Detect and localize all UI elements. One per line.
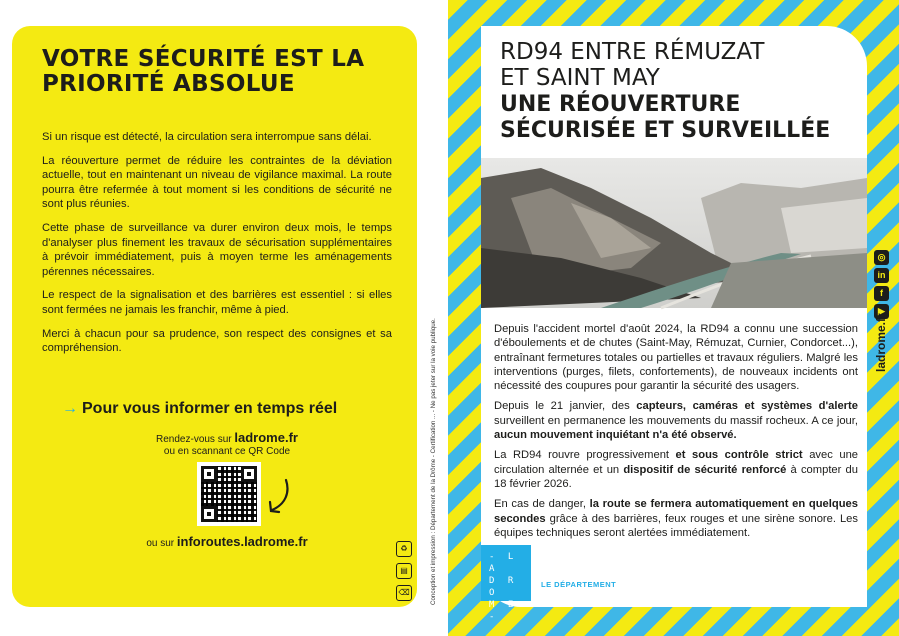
paragraph-surveillance: Cette phase de surveillance va durer environ deux mois, le temps d'analyser plus finement les travaux de sécurisation supplémentaires à prévoir immédiatement, puis à moyen terme les aménagements pérennes nécessaires. (42, 221, 392, 278)
qr-finder (201, 506, 217, 522)
social-icons (874, 250, 894, 322)
trash-icon: ⌫ (396, 585, 412, 601)
p3-d: dispositif de sécurité renforcé (623, 463, 787, 476)
paragraph-history: Depuis l'accident mortel d'août 2024, la RD94 a connu une succession d'éboulements et de chutes (Saint-May, Rémuzat, Curnier, Condorcet...), entraînant fermetures totales ou partielles et travaux réguliers. Malgré les interventions (purges, filets, confortements), de nouveaux incidents ont nécessité des coupures pour garantir la sécurité des usagers. (494, 323, 858, 393)
instagram-icon[interactable]: ◎ (874, 250, 889, 265)
paragraph-signage: Le respect de la signalisation et des barrières est essentiel : si elles sont fermées ne jamais les franchir, même à pied. (42, 289, 392, 316)
logo-line-3: M E - (489, 600, 518, 622)
info-other (72, 534, 382, 549)
facebook-icon[interactable]: f (874, 286, 889, 301)
title-line-1: RD94 ENTRE RÉMUZAT (500, 39, 765, 65)
info-heading-text: Pour vous informer en temps réel (82, 400, 338, 417)
youtube-icon[interactable]: ▶ (874, 304, 889, 319)
title-line-2: ET SAINT MAY (500, 65, 660, 91)
qr-finder (201, 466, 217, 482)
linkedin-icon[interactable]: in (874, 268, 889, 283)
right-title-main (500, 92, 860, 144)
left-body (42, 130, 392, 365)
right-title-route (500, 39, 860, 91)
left-title: VOTRE SÉCURITÉ EST LA PRIORITÉ ABSOLUE (42, 46, 365, 97)
paragraph-risk: Si un risque est détecté, la circulation sera interrompue sans délai. (42, 131, 372, 143)
paragraph-sensors (494, 399, 858, 442)
print-credit: Conception et impression : Département de la Drôme - Certification ... - Ne pas jeter sur la voie publique. (430, 318, 437, 605)
qr-pattern (201, 466, 257, 522)
arrow-right-icon: → (62, 400, 78, 417)
p3-b: et sous contrôle strict (675, 449, 803, 462)
visit-prefix: Rendez-vous sur (156, 434, 232, 445)
visit-site-link[interactable]: ladrome.fr (234, 430, 298, 445)
recycling-icons (396, 541, 414, 607)
paragraph-danger (494, 497, 858, 540)
p2-d: aucun mouvement inquiétant n'a été observé. (494, 429, 737, 442)
left-panel (12, 26, 417, 607)
la-drome-logo (481, 545, 531, 622)
title-line-3: UNE RÉOUVERTURE (500, 92, 741, 117)
info-heading (62, 400, 402, 418)
p2-b: capteurs, caméras et systèmes d'alerte (636, 400, 858, 413)
bin-icon: ▤ (396, 563, 412, 579)
logo-line-2: D R O (489, 576, 518, 598)
other-prefix: ou sur (146, 538, 175, 549)
p4-a: En cas de danger, (494, 498, 590, 511)
right-body (494, 322, 858, 546)
right-panel (481, 26, 867, 622)
qr-finder (241, 466, 257, 482)
logo-line-1: - L A (489, 552, 518, 574)
paragraph-thanks: Merci à chacun pour sa prudence, son respect des consignes et sa compréhension. (42, 327, 392, 355)
p4-b: la route se fermera automatiquement en quelques secondes (494, 498, 858, 525)
logo-caption: LE DÉPARTEMENT (541, 580, 617, 589)
p4-c: grâce à des barrières, feux rouges et une sirène sonore. Les équipes techniques seront alertées immédiatement. (494, 512, 858, 539)
curved-arrow-icon (266, 478, 292, 518)
p3-e: à compter du 18 février 2026. (494, 463, 859, 490)
gorge-photo (481, 158, 867, 308)
other-site-link[interactable]: inforoutes.ladrome.fr (176, 534, 308, 549)
p3-c: avec une circulation alternée et un (494, 449, 859, 476)
p2-a: Depuis le 21 janvier, des (494, 400, 637, 413)
side-site-link[interactable]: ladrome.fr (874, 313, 888, 372)
visit-suffix: ou en scannant ce QR Code (163, 446, 291, 457)
p3-a: La RD94 rouvre progressivement (494, 449, 676, 462)
title-line-4: SÉCURISÉE ET SURVEILLÉE (500, 118, 831, 143)
p2-c: surveillent en permanence les mouvements du massif rocheux. A ce jour, (494, 414, 858, 427)
info-visit (122, 432, 332, 458)
paragraph-reopening: La réouverture permet de réduire les contraintes de la déviation actuelle, tout en maintenant un niveau de vigilance maximal. La route pourra être refermée à tout moment si les conditions de sécurité ne sont plus réunies. (42, 154, 392, 211)
recycle-icon: ♻ (396, 541, 412, 557)
paragraph-reopen (494, 448, 858, 491)
qr-code[interactable] (197, 462, 261, 526)
